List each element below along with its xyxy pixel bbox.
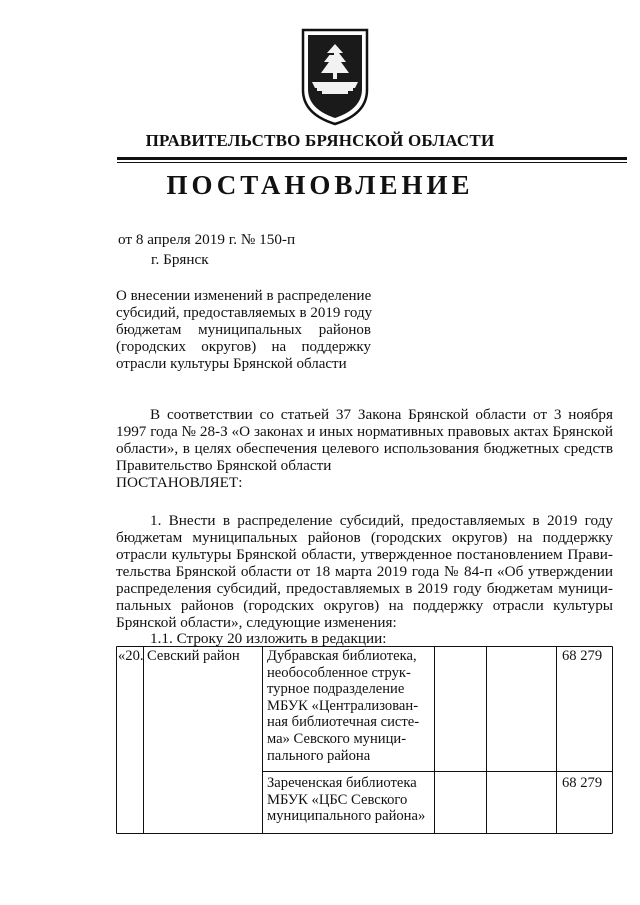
subsidy-table <box>116 646 613 834</box>
decree-city: г. Брянск <box>151 251 209 268</box>
text-line: области», в целях обеспечения целевого использования бюджетных средств <box>116 440 613 457</box>
table-amount-1: 68 279 <box>562 648 603 664</box>
institution-line: Дубравская библиотека, <box>267 648 417 664</box>
government-name: ПРАВИТЕЛЬСТВО БРЯНСКОЙ ОБЛАСТИ <box>145 131 495 150</box>
institution-line: МБУК «Централизован- <box>267 697 419 714</box>
text-line: 1. Внести в распределение субсидий, предоставляемых в 2019 году <box>150 512 613 529</box>
institution-line: МБУК «ЦБС Севского <box>267 791 408 808</box>
header-rule-thin <box>117 162 627 163</box>
document-type-title: ПОСТАНОВЛЕНИЕ <box>166 170 474 200</box>
subject-line: субсидий, предоставляемых в 2019 году <box>116 305 373 321</box>
coat-of-arms-emblem <box>300 28 370 126</box>
text-line: распределения субсидий, предоставляемых в 2019 году бюджетам муници- <box>116 580 613 597</box>
subject-line: отрасли культуры Брянской области <box>116 356 347 372</box>
table-amount-2: 68 279 <box>562 775 603 791</box>
subject-line: О внесении изменений в распределение <box>116 288 372 304</box>
text-line: Брянской области», следующие изменения: <box>116 614 397 631</box>
text-line: 1997 года № 28-З «О законах и иных нормативных правовых актах Брянской <box>116 423 613 440</box>
subject-line: бюджетам муниципальных районов <box>116 322 371 338</box>
institution-line: ма» Севского муници- <box>267 730 407 747</box>
text-line: В соответствии со статьей 37 Закона Брянской области от 3 ноября <box>150 406 613 423</box>
text-line: Правительство Брянской области <box>116 457 332 474</box>
decree-word: ПОСТАНОВЛЯЕТ: <box>116 474 243 491</box>
decree-date-number: от 8 апреля 2019 г. № 150-п <box>118 231 296 248</box>
clause-1-1: 1.1. Строку 20 изложить в редакции: <box>150 630 387 647</box>
bryansk-coat-of-arms-icon <box>300 28 370 126</box>
institution-line: ная библиотечная систе- <box>267 714 420 731</box>
institution-line: Зареченская библиотека <box>267 775 417 791</box>
subject-line: (городских округов) на поддержку <box>116 339 371 355</box>
decree-subject <box>116 288 371 373</box>
text-line: бюджетам муниципальных районов (городских округов) на поддержку <box>116 529 613 546</box>
table-row-number: «20. <box>118 648 144 664</box>
institution-line: турное подразделение <box>267 681 405 698</box>
header-rule-thick <box>117 157 627 160</box>
table-institution-2 <box>267 775 425 825</box>
institution-line: муниципального района» <box>267 808 426 825</box>
clause-1-paragraph <box>116 512 613 631</box>
preamble-paragraph <box>116 406 613 491</box>
table-district: Севский район <box>147 648 240 664</box>
institution-line: необособленное струк- <box>267 664 411 681</box>
text-line: пальных районов (городских округов) на поддержку отрасли культуры <box>116 597 613 614</box>
text-line: тельства Брянской области от 18 марта 2019 года № 84-п «Об утверждении <box>116 563 613 580</box>
text-line: отрасли культуры Брянской области, утвержденное постановлением Прави- <box>116 546 613 563</box>
table-institution-1 <box>267 648 419 764</box>
institution-line: пального района <box>267 747 371 764</box>
